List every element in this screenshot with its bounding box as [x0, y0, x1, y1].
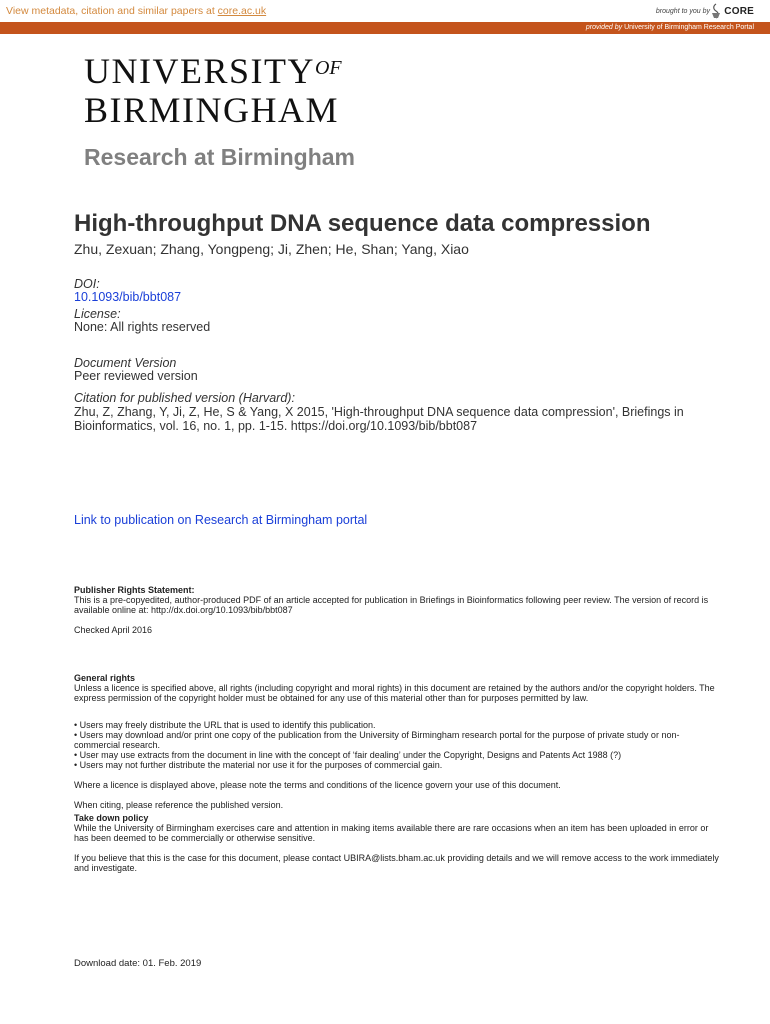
paper-authors: Zhu, Zexuan; Zhang, Yongpeng; Ji, Zhen; He, Shan; Yang, Xiao — [74, 241, 469, 257]
checked-date: Checked April 2016 — [74, 625, 153, 635]
contact-text: If you believe that this is the case for this document, please contact UBIRA@lists.bham.ac.uk providing details and we will remove access to the work immediately and investigate. — [74, 853, 719, 873]
core-metadata-link[interactable] — [6, 5, 266, 17]
citation-text: Zhu, Z, Zhang, Y, Ji, Z, He, S & Yang, X 2015, 'High-throughput DNA sequence data compression', Briefings in Bioinformatics, vol. 16, no. 1, pp. 1-15. https://doi.org/10.1093/bib/bbt087 — [74, 405, 684, 433]
usage-bullet: • User may use extracts from the document in line with the concept of ‘fair dealing’ under the Copyright, Designs and Patents Act 1988 (?) — [74, 750, 622, 760]
licence-note: Where a licence is displayed above, please note the terms and conditions of the licence govern your use of this document. — [74, 780, 561, 790]
provided-by-text: provided by — [585, 23, 623, 31]
general-rights-text: Unless a licence is specified above, all rights (including copyright and moral rights) in this document are retained by the authors and/or the copyright holders. The express permission of the copyright holder must be obtained for any use of this material other than for purposes permitted by law. — [74, 683, 715, 703]
publisher-rights-text: This is a pre-copyedited, author-produced PDF of an article accepted for publication in Briefings in Bioinformatics following peer review. The version of record is available online at: http://dx.doi.org/10.1093/bib/bbt087 — [74, 595, 709, 615]
research-at-birmingham-heading: Research at Birmingham — [84, 144, 355, 170]
brought-to-you-label: brought to you by — [655, 8, 710, 15]
provider-name: University of Birmingham Research Portal — [624, 23, 754, 31]
takedown-heading: Take down policy — [74, 813, 149, 823]
publisher-rights-section — [74, 585, 724, 615]
portal-publication-link[interactable]: Link to publication on Research at Birmingham portal — [74, 513, 368, 527]
general-rights-heading: General rights — [74, 673, 136, 683]
download-date: Download date: 01. Feb. 2019 — [74, 958, 202, 969]
doi-link[interactable]: 10.1093/bib/bbt087 — [74, 290, 182, 304]
citation-label: Citation for published version (Harvard): — [74, 391, 295, 405]
university-logo — [84, 50, 342, 128]
usage-bullet: • Users may freely distribute the URL that is used to identify this publication. — [74, 720, 376, 730]
logo-university-text: UNIVERSITY — [84, 51, 315, 91]
core-logo-text: CORE — [724, 5, 754, 17]
document-version-label: Document Version — [74, 356, 177, 370]
document-version-value: Peer reviewed version — [74, 369, 198, 383]
citing-note: When citing, please reference the published version. — [74, 800, 284, 810]
publisher-rights-heading: Publisher Rights Statement: — [74, 585, 195, 595]
usage-bullet: • Users may not further distribute the material nor use it for the purposes of commercial gain. — [74, 760, 443, 770]
license-value: None: All rights reserved — [74, 320, 211, 334]
core-metadata-link-prefix: View metadata, citation and similar papers at — [6, 5, 218, 17]
takedown-section — [74, 813, 724, 843]
general-rights-section — [74, 673, 724, 703]
logo-of-text: OF — [314, 57, 342, 79]
core-icon — [710, 3, 722, 19]
usage-bullet: • Users may download and/or print one copy of the publication from the University of Birmingham research portal for the purpose of private study or non-commercial research. — [74, 730, 680, 750]
core-logo[interactable] — [710, 2, 754, 20]
logo-birmingham-text: BIRMINGHAM — [84, 90, 340, 130]
license-label: License: — [74, 307, 121, 321]
doi-label: DOI: — [74, 277, 100, 291]
paper-title: High-throughput DNA sequence data compression — [74, 210, 651, 237]
core-domain-link[interactable]: core.ac.uk — [217, 5, 267, 17]
takedown-text: While the University of Birmingham exercises care and attention in making items available there are rare occasions when an item has been uploaded in error or has been deemed to be commercially or otherwise sensitive. — [74, 823, 709, 843]
provider-label — [586, 24, 754, 31]
usage-bullets — [74, 720, 724, 770]
